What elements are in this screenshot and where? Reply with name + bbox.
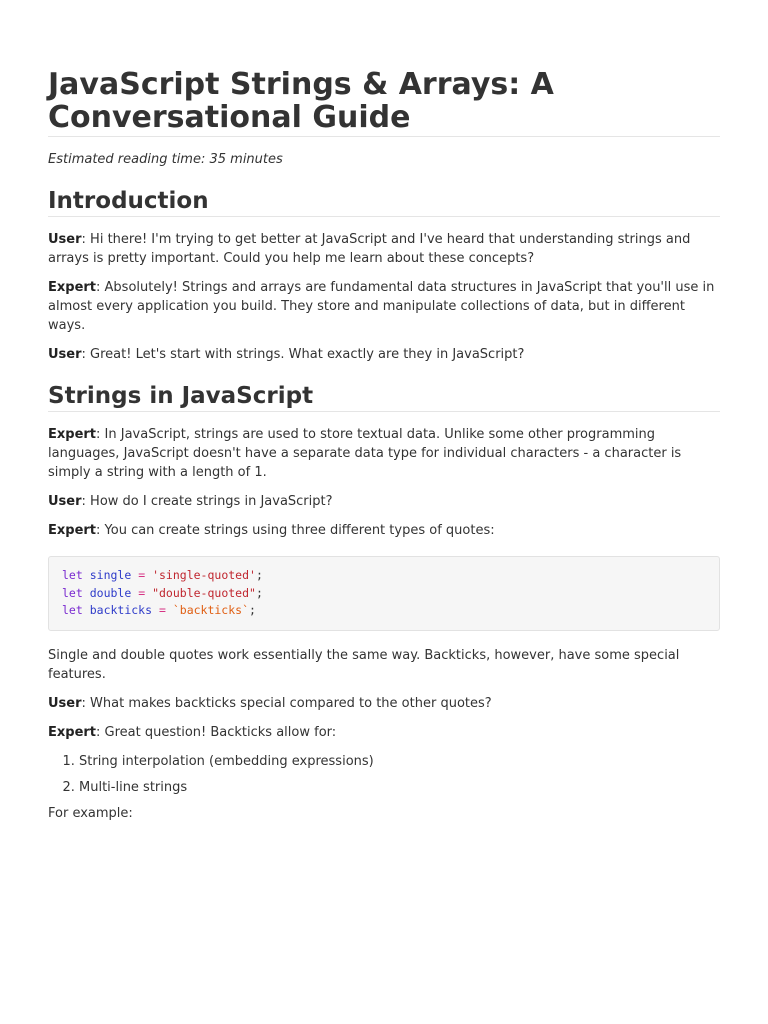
code-string: 'single-quoted' xyxy=(152,568,256,582)
list-item: 1. String interpolation (embedding expressions) xyxy=(79,752,720,771)
code-keyword: let xyxy=(62,568,83,582)
code-line xyxy=(62,586,263,600)
speaker-label: User xyxy=(48,232,82,247)
message-text: : Hi there! I'm trying to get better at JavaScript and I've heard that understanding strings and arrays is pretty important. Could you help me learn about these concepts? xyxy=(48,232,691,266)
code-line xyxy=(62,568,263,582)
message-text: : Absolutely! Strings and arrays are fundamental data structures in JavaScript that you'll use in almost every application you build. They store and manipulate collections of data, but in different ways. xyxy=(48,280,715,333)
feature-list xyxy=(48,752,720,797)
code-variable: double xyxy=(89,585,132,600)
speaker-label: User xyxy=(48,695,82,711)
message-expert xyxy=(48,723,720,742)
message-user xyxy=(48,492,720,511)
message-text: : Great! Let's start with strings. What exactly are they in JavaScript? xyxy=(81,347,525,362)
message-expert xyxy=(48,425,720,482)
code-string: "double-quoted" xyxy=(152,585,256,600)
speaker-label: Expert xyxy=(48,523,97,538)
code-template-string: `backticks` xyxy=(172,603,250,617)
code-line xyxy=(62,603,256,617)
code-operator: = xyxy=(138,568,146,582)
code-punctuation: ; xyxy=(249,603,256,617)
code-block xyxy=(48,556,720,631)
speaker-label: Expert xyxy=(48,724,97,740)
reading-time: Estimated reading time: 35 minutes xyxy=(48,152,283,167)
list-item: 2. Multi-line strings xyxy=(79,778,720,797)
code-punctuation: ; xyxy=(255,585,263,600)
message-text: : You can create strings using three different types of quotes: xyxy=(96,523,495,538)
section-heading-strings: Strings in JavaScript xyxy=(48,381,720,412)
message-expert xyxy=(48,521,720,540)
message-text: : In JavaScript, strings are used to store textual data. Unlike some other programming languages, JavaScript doesn't have a separate data type for individual characters - a character is simply a string with a length of 1. xyxy=(48,427,682,480)
message-text: : How do I create strings in JavaScript? xyxy=(81,494,333,509)
message-text: : Great question! Backticks allow for: xyxy=(96,724,337,740)
speaker-label: Expert xyxy=(48,427,97,442)
code-keyword: let xyxy=(62,585,83,600)
message-user xyxy=(48,345,720,364)
message-text: : What makes backticks special compared to the other quotes? xyxy=(81,695,492,711)
paragraph: Single and double quotes work essentially the same way. Backticks, however, have some special features. xyxy=(48,647,680,682)
code-punctuation: ; xyxy=(255,568,263,582)
code-variable: single xyxy=(89,568,132,582)
article xyxy=(48,0,720,823)
code-keyword: let xyxy=(62,603,83,617)
code-operator: = xyxy=(158,603,166,617)
speaker-label: Expert xyxy=(48,280,97,295)
speaker-label: User xyxy=(48,347,82,362)
message-expert xyxy=(48,278,720,335)
code-variable: backticks xyxy=(89,603,153,617)
code-operator: = xyxy=(138,585,146,600)
message-user xyxy=(48,230,720,268)
paragraph: For example: xyxy=(48,805,133,821)
speaker-label: User xyxy=(48,494,82,509)
page-title: JavaScript Strings & Arrays: A Conversational Guide xyxy=(48,68,720,137)
message-user xyxy=(48,694,720,713)
section-heading-introduction: Introduction xyxy=(48,186,720,217)
